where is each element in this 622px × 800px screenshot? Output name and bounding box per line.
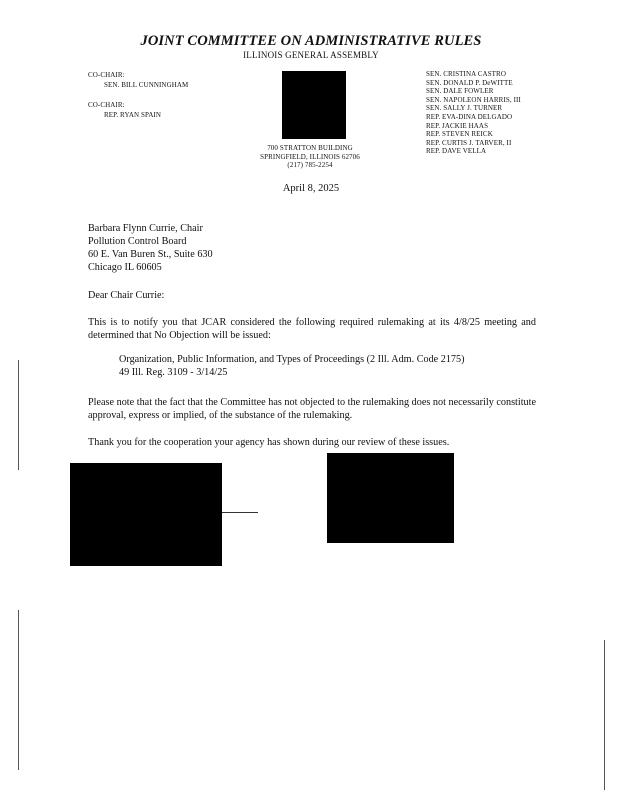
recipient-line: Pollution Control Board bbox=[88, 236, 187, 247]
member-item: REP. CURTIS J. TARVER, II bbox=[426, 138, 512, 147]
member-item: SEN. DALE FOWLER bbox=[426, 87, 494, 96]
cochair-name-1: SEN. BILL CUNNINGHAM bbox=[104, 81, 189, 89]
member-item: SEN. CRISTINA CASTRO bbox=[426, 70, 506, 78]
member-item: SEN. NAPOLEON HARRIS, III bbox=[426, 95, 521, 104]
scan-artifact-left-lower bbox=[18, 610, 19, 770]
cochair-label-1: CO-CHAIR: bbox=[88, 71, 125, 79]
recipient-line: Chicago IL 60605 bbox=[88, 262, 162, 273]
letter-date: April 8, 2025 bbox=[282, 183, 340, 194]
salutation: Dear Chair Currie: bbox=[88, 290, 165, 301]
signature-stroke bbox=[222, 512, 258, 513]
member-item: REP. JACKIE HAAS bbox=[426, 121, 489, 130]
rulemaking-register: 49 Ill. Reg. 3109 - 3/14/25 bbox=[119, 367, 228, 378]
thanks-paragraph: Thank you for the cooperation your agency has shown during our review of these issues. bbox=[88, 437, 450, 448]
address-line: 700 STRATTON BUILDING bbox=[267, 144, 353, 152]
member-item: SEN. DONALD P. DeWITTE bbox=[426, 78, 513, 87]
rulemaking-title: Organization, Public Information, and Types of Proceedings (2 Ill. Adm. Code 2175) bbox=[119, 354, 465, 365]
scan-artifact-left bbox=[18, 360, 19, 470]
redacted-block bbox=[327, 453, 454, 543]
redacted-seal bbox=[282, 71, 346, 139]
member-item: SEN. SALLY J. TURNER bbox=[426, 104, 503, 113]
notification-paragraph: This is to notify you that JCAR considered the following required rulemaking at its 4/8/25 meeting and determined that No Objection will be issued: bbox=[88, 317, 536, 341]
member-item: REP. EVA-DINA DELGADO bbox=[426, 112, 513, 121]
committee-title: JOINT COMMITTEE ON ADMINISTRATIVE RULES bbox=[140, 33, 482, 49]
member-item: REP. STEVEN REICK bbox=[426, 130, 493, 139]
redacted-signature bbox=[70, 463, 222, 566]
scan-artifact-right bbox=[604, 640, 605, 790]
address-line: SPRINGFIELD, ILLINOIS 62706 bbox=[260, 152, 360, 161]
recipient-line: 60 E. Van Buren St., Suite 630 bbox=[88, 249, 213, 260]
committee-address bbox=[240, 144, 380, 170]
member-list bbox=[426, 70, 521, 156]
cochair-label-2: CO-CHAIR: bbox=[88, 101, 125, 109]
address-line: (217) 785-2254 bbox=[287, 161, 333, 170]
rulemaking-citation bbox=[119, 353, 465, 379]
recipient-block bbox=[88, 222, 213, 274]
cochair-name-2: REP. RYAN SPAIN bbox=[104, 111, 162, 119]
member-item: REP. DAVE VELLA bbox=[426, 147, 487, 156]
recipient-line: Barbara Flynn Currie, Chair bbox=[88, 223, 203, 234]
disclaimer-paragraph: Please note that the fact that the Committee has not objected to the rulemaking does not necessarily constitute approval, express or implied, of the substance of the rulemaking. bbox=[88, 397, 536, 421]
committee-subtitle: ILLINOIS GENERAL ASSEMBLY bbox=[243, 50, 379, 60]
